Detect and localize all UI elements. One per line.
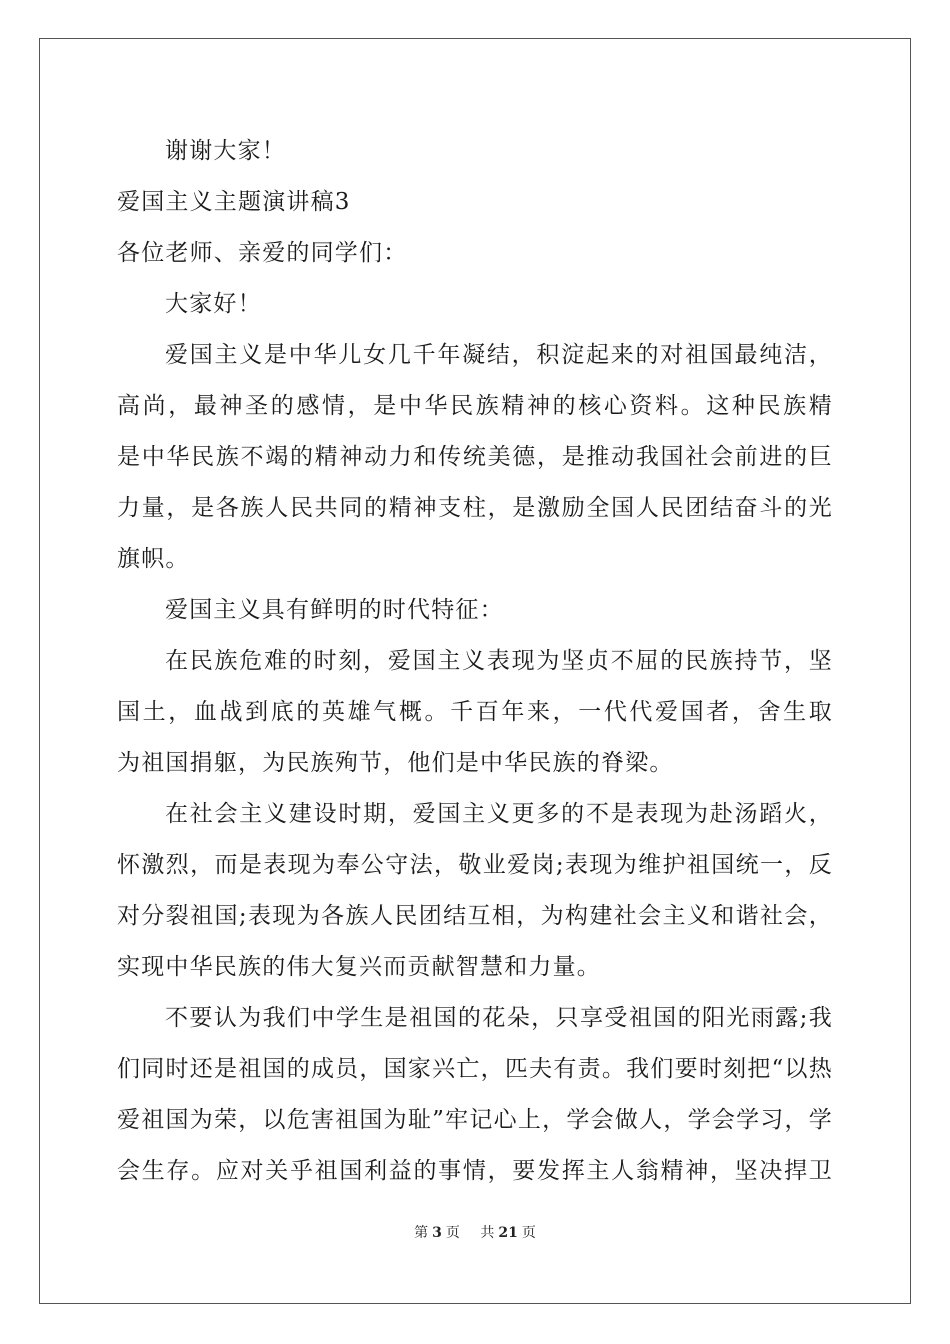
paragraph-line: 会生存。应对关乎祖国利益的事情，要发挥主人翁精神，坚决捍卫	[117, 1158, 833, 1184]
salutation: 各位老师、亲爱的同学们：	[117, 240, 408, 266]
paragraph-line: 力量，是各族人民共同的精神支柱，是激励全国人民团结奋斗的光	[117, 495, 833, 521]
paragraph-line: 爱国主义具有鲜明的时代特征：	[165, 597, 504, 623]
paragraph-line: 实现中华民族的伟大复兴而贡献智慧和力量。	[117, 954, 601, 980]
paragraph-line: 旗帜。	[117, 546, 190, 572]
greeting: 大家好！	[165, 291, 262, 317]
paragraph-line: 为祖国捐躯，为民族殉节，他们是中华民族的脊梁。	[117, 750, 674, 776]
total-suffix: 页	[521, 1225, 536, 1241]
paragraph-line: 国土，血战到底的英雄气概。千百年来，一代代爱国者，舍生取	[117, 699, 833, 725]
total-pages: 21	[498, 1225, 518, 1241]
paragraph-line: 对分裂祖国;表现为各族人民团结互相，为构建社会主义和谐社会，	[117, 903, 833, 929]
paragraph-line: 们同时还是祖国的成员，国家兴亡，匹夫有责。我们要时刻把“以热	[117, 1056, 833, 1082]
section-title: 爱国主义主题演讲稿3	[117, 189, 351, 215]
document-body	[117, 126, 833, 1197]
total-indicator	[476, 1225, 539, 1241]
paragraph-line: 在民族危难的时刻，爱国主义表现为坚贞不屈的民族持节，坚	[165, 648, 833, 674]
paragraph-line: 不要认为我们中学生是祖国的花朵，只享受祖国的阳光雨露;我	[165, 1005, 833, 1031]
page-footer	[0, 1222, 950, 1242]
page-indicator	[410, 1225, 464, 1241]
paragraph-line: 是中华民族不竭的精神动力和传统美德，是推动我国社会前进的巨	[117, 444, 833, 470]
paragraph-line: 在社会主义建设时期，爱国主义更多的不是表现为赴汤蹈火，	[165, 801, 833, 827]
page-suffix: 页	[445, 1225, 460, 1241]
paragraph-line: 怀激烈，而是表现为奉公守法，敬业爱岗;表现为维护祖国统一，反	[117, 852, 833, 878]
closing-line: 谢谢大家！	[165, 138, 286, 164]
paragraph-line: 爱祖国为荣，以危害祖国为耻”牢记心上，学会做人，学会学习，学	[117, 1107, 833, 1133]
page-prefix: 第	[414, 1225, 429, 1241]
page-number: 3	[432, 1225, 442, 1241]
paragraph-line: 高尚，最神圣的感情，是中华民族精神的核心资料。这种民族精	[117, 393, 833, 419]
paragraph-line: 爱国主义是中华儿女几千年凝结，积淀起来的对祖国最纯洁，	[165, 342, 833, 368]
total-prefix: 共	[480, 1225, 495, 1241]
